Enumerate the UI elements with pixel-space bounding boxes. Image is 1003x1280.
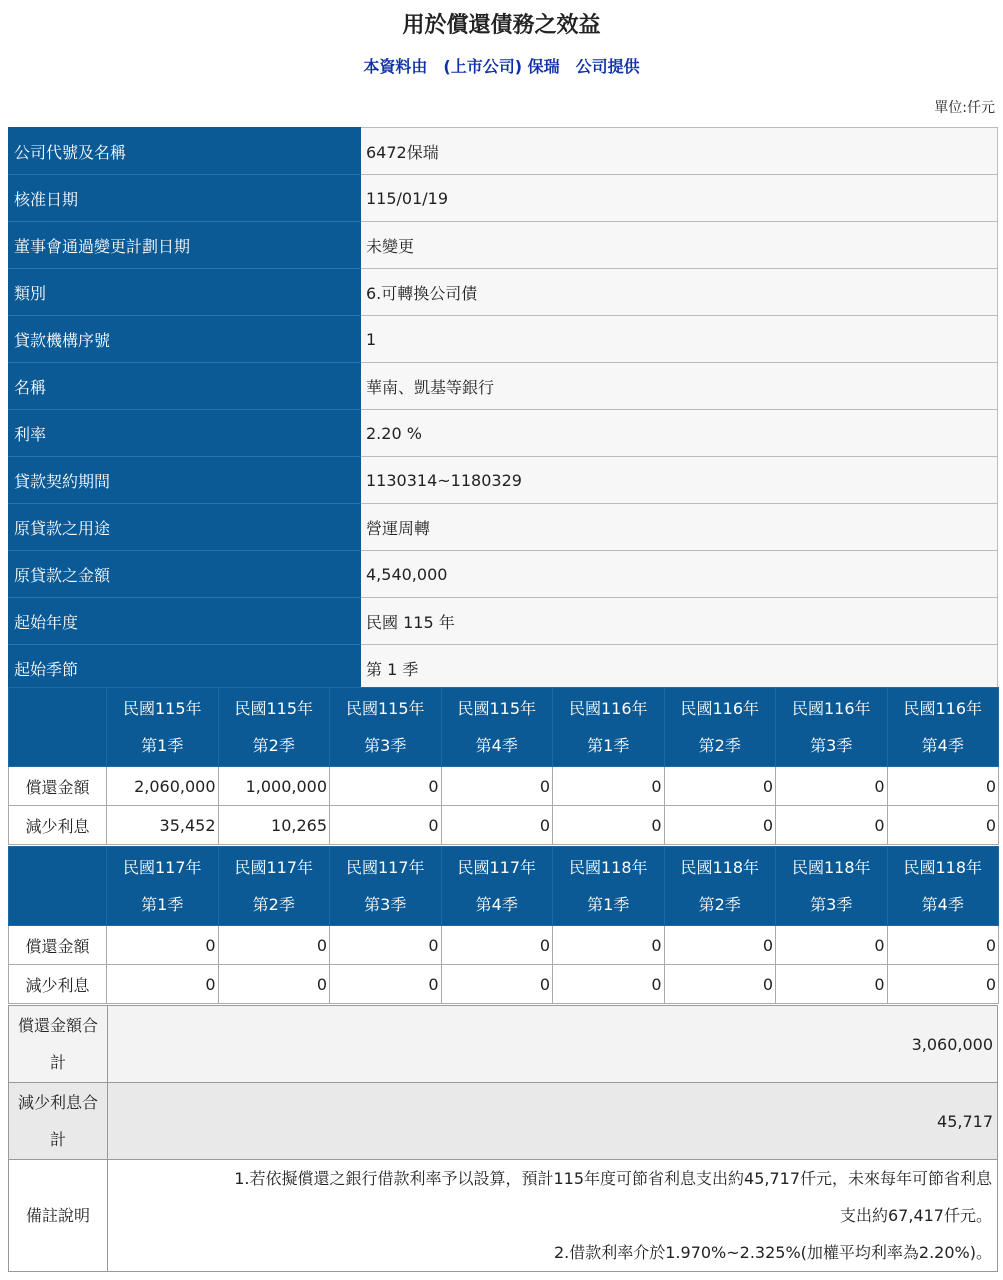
amount-cell: 0 [776, 806, 888, 845]
quarter-header [664, 847, 776, 926]
info-label: 起始季節 [9, 645, 361, 692]
header-blank-cell [9, 688, 107, 767]
quarter-table-1 [8, 687, 999, 845]
info-row [9, 363, 998, 410]
info-value: 未變更 [361, 222, 998, 269]
interest-total-label: 減少利息合 計 [9, 1083, 108, 1160]
info-value: 115/01/19 [361, 175, 998, 222]
row-label: 減少利息 [9, 806, 107, 845]
quarter-year: 民國117年 [234, 858, 314, 877]
quarter-header [553, 688, 665, 767]
quarter-year: 民國116年 [680, 699, 760, 718]
notes-row [9, 1160, 998, 1272]
info-value: 第 1 季 [361, 645, 998, 692]
amount-cell: 0 [553, 965, 665, 1004]
row-label: 償還金額 [9, 767, 107, 806]
notes-text [108, 1160, 998, 1272]
quarter-season: 第2季 [698, 736, 741, 755]
info-table [8, 127, 998, 692]
quarter-header [330, 688, 442, 767]
info-label: 貸款機構序號 [9, 316, 361, 363]
info-label: 起始年度 [9, 598, 361, 645]
amount-cell: 0 [664, 965, 776, 1004]
info-row [9, 457, 998, 504]
notes-label: 備註說明 [9, 1160, 108, 1272]
amount-cell: 0 [776, 965, 888, 1004]
repay-total-row [9, 1006, 998, 1083]
quarter-header [441, 847, 553, 926]
amount-cell: 35,452 [107, 806, 219, 845]
repay-total-value: 3,060,000 [108, 1006, 998, 1083]
info-label: 原貸款之用途 [9, 504, 361, 551]
quarter-season: 第1季 [141, 895, 184, 914]
quarter-year: 民國118年 [903, 858, 983, 877]
amount-cell: 0 [218, 965, 330, 1004]
amount-cell: 0 [664, 767, 776, 806]
info-value: 華南、凱基等銀行 [361, 363, 998, 410]
quarter-year: 民國115年 [234, 699, 314, 718]
note-line-2: 支出約67,417仟元。 [840, 1206, 992, 1225]
info-row [9, 504, 998, 551]
interest-row [9, 965, 999, 1004]
quarter-header [330, 847, 442, 926]
quarter-season: 第2季 [698, 895, 741, 914]
quarter-season: 第3季 [810, 895, 853, 914]
amount-cell: 0 [553, 926, 665, 965]
repay-row [9, 767, 999, 806]
quarter-header [107, 688, 219, 767]
quarter-year: 民國118年 [568, 858, 648, 877]
amount-cell: 0 [330, 806, 442, 845]
quarter-year: 民國115年 [122, 699, 202, 718]
note-line-1: 1.若依擬償還之銀行借款利率予以設算，預計115年度可節省利息支出約45,717仟元，未來每年可節省利息 [234, 1169, 992, 1188]
amount-cell: 0 [776, 767, 888, 806]
amount-cell: 0 [107, 926, 219, 965]
repay-total-label: 償還金額合 計 [9, 1006, 108, 1083]
info-row [9, 222, 998, 269]
quarter-season: 第1季 [141, 736, 184, 755]
info-row [9, 128, 998, 175]
amount-cell: 0 [664, 926, 776, 965]
quarter-year: 民國116年 [568, 699, 648, 718]
quarter-season: 第4季 [921, 736, 964, 755]
amount-cell: 0 [887, 965, 999, 1004]
info-row [9, 551, 998, 598]
info-value: 2.20 % [361, 410, 998, 457]
quarter-year: 民國118年 [680, 858, 760, 877]
totals-table [8, 1005, 998, 1272]
interest-total-value: 45,717 [108, 1083, 998, 1160]
quarter-season: 第2季 [252, 895, 295, 914]
quarter-header [553, 847, 665, 926]
quarter-year: 民國118年 [791, 858, 871, 877]
info-label: 公司代號及名稱 [9, 128, 361, 175]
amount-cell: 0 [218, 926, 330, 965]
info-row [9, 269, 998, 316]
quarter-season: 第1季 [587, 895, 630, 914]
quarter-season: 第4季 [475, 736, 518, 755]
amount-cell: 0 [330, 926, 442, 965]
quarter-header-row [9, 688, 999, 767]
quarter-header [664, 688, 776, 767]
quarter-header [776, 688, 888, 767]
amount-cell: 0 [776, 926, 888, 965]
amount-cell: 0 [107, 965, 219, 1004]
quarter-year: 民國117年 [122, 858, 202, 877]
amount-cell: 10,265 [218, 806, 330, 845]
amount-cell: 0 [887, 806, 999, 845]
info-value: 營運周轉 [361, 504, 998, 551]
amount-cell: 0 [441, 806, 553, 845]
quarter-year: 民國116年 [903, 699, 983, 718]
quarter-header [776, 847, 888, 926]
info-value: 1 [361, 316, 998, 363]
quarter-season: 第4季 [921, 895, 964, 914]
quarter-year: 民國117年 [457, 858, 537, 877]
info-row [9, 598, 998, 645]
quarter-header [218, 688, 330, 767]
quarter-season: 第4季 [475, 895, 518, 914]
quarter-season: 第3季 [364, 895, 407, 914]
quarter-season: 第3季 [364, 736, 407, 755]
quarter-year: 民國117年 [345, 858, 425, 877]
header-blank-cell [9, 847, 107, 926]
info-row [9, 410, 998, 457]
quarter-header [107, 847, 219, 926]
interest-total-row [9, 1083, 998, 1160]
info-label: 利率 [9, 410, 361, 457]
amount-cell: 0 [553, 806, 665, 845]
info-label: 董事會通過變更計劃日期 [9, 222, 361, 269]
amount-cell: 0 [664, 806, 776, 845]
quarter-header [441, 688, 553, 767]
amount-cell: 1,000,000 [218, 767, 330, 806]
info-value: 6472保瑞 [361, 128, 998, 175]
row-label: 減少利息 [9, 965, 107, 1004]
info-value: 6.可轉換公司債 [361, 269, 998, 316]
info-label: 類別 [9, 269, 361, 316]
amount-cell: 0 [441, 767, 553, 806]
amount-cell: 0 [887, 767, 999, 806]
quarter-header [218, 847, 330, 926]
quarter-table-2 [8, 846, 999, 1004]
info-value: 4,540,000 [361, 551, 998, 598]
amount-cell: 0 [553, 767, 665, 806]
info-value: 民國 115 年 [361, 598, 998, 645]
quarter-season: 第3季 [810, 736, 853, 755]
quarter-season: 第2季 [252, 736, 295, 755]
page-title: 用於償還債務之效益 [402, 13, 601, 38]
info-row [9, 316, 998, 363]
quarter-header-row [9, 847, 999, 926]
amount-cell: 0 [330, 965, 442, 1004]
amount-cell: 2,060,000 [107, 767, 219, 806]
row-label: 償還金額 [9, 926, 107, 965]
repay-row [9, 926, 999, 965]
info-label: 貸款契約期間 [9, 457, 361, 504]
interest-row [9, 806, 999, 845]
amount-cell: 0 [330, 767, 442, 806]
quarter-header [887, 847, 999, 926]
quarter-year: 民國115年 [345, 699, 425, 718]
info-value: 1130314~1180329 [361, 457, 998, 504]
info-label: 名稱 [9, 363, 361, 410]
quarter-year: 民國116年 [791, 699, 871, 718]
unit-label: 單位:仟元 [934, 100, 995, 116]
quarter-year: 民國115年 [457, 699, 537, 718]
amount-cell: 0 [441, 965, 553, 1004]
page-subtitle: 本資料由 (上市公司) 保瑞 公司提供 [363, 57, 640, 76]
quarter-season: 第1季 [587, 736, 630, 755]
info-label: 核准日期 [9, 175, 361, 222]
info-row [9, 645, 998, 692]
amount-cell: 0 [887, 926, 999, 965]
info-label: 原貸款之金額 [9, 551, 361, 598]
info-row [9, 175, 998, 222]
note-line-3: 2.借款利率介於1.970%~2.325%(加權平均利率為2.20%)。 [553, 1243, 992, 1262]
quarter-header [887, 688, 999, 767]
amount-cell: 0 [441, 926, 553, 965]
